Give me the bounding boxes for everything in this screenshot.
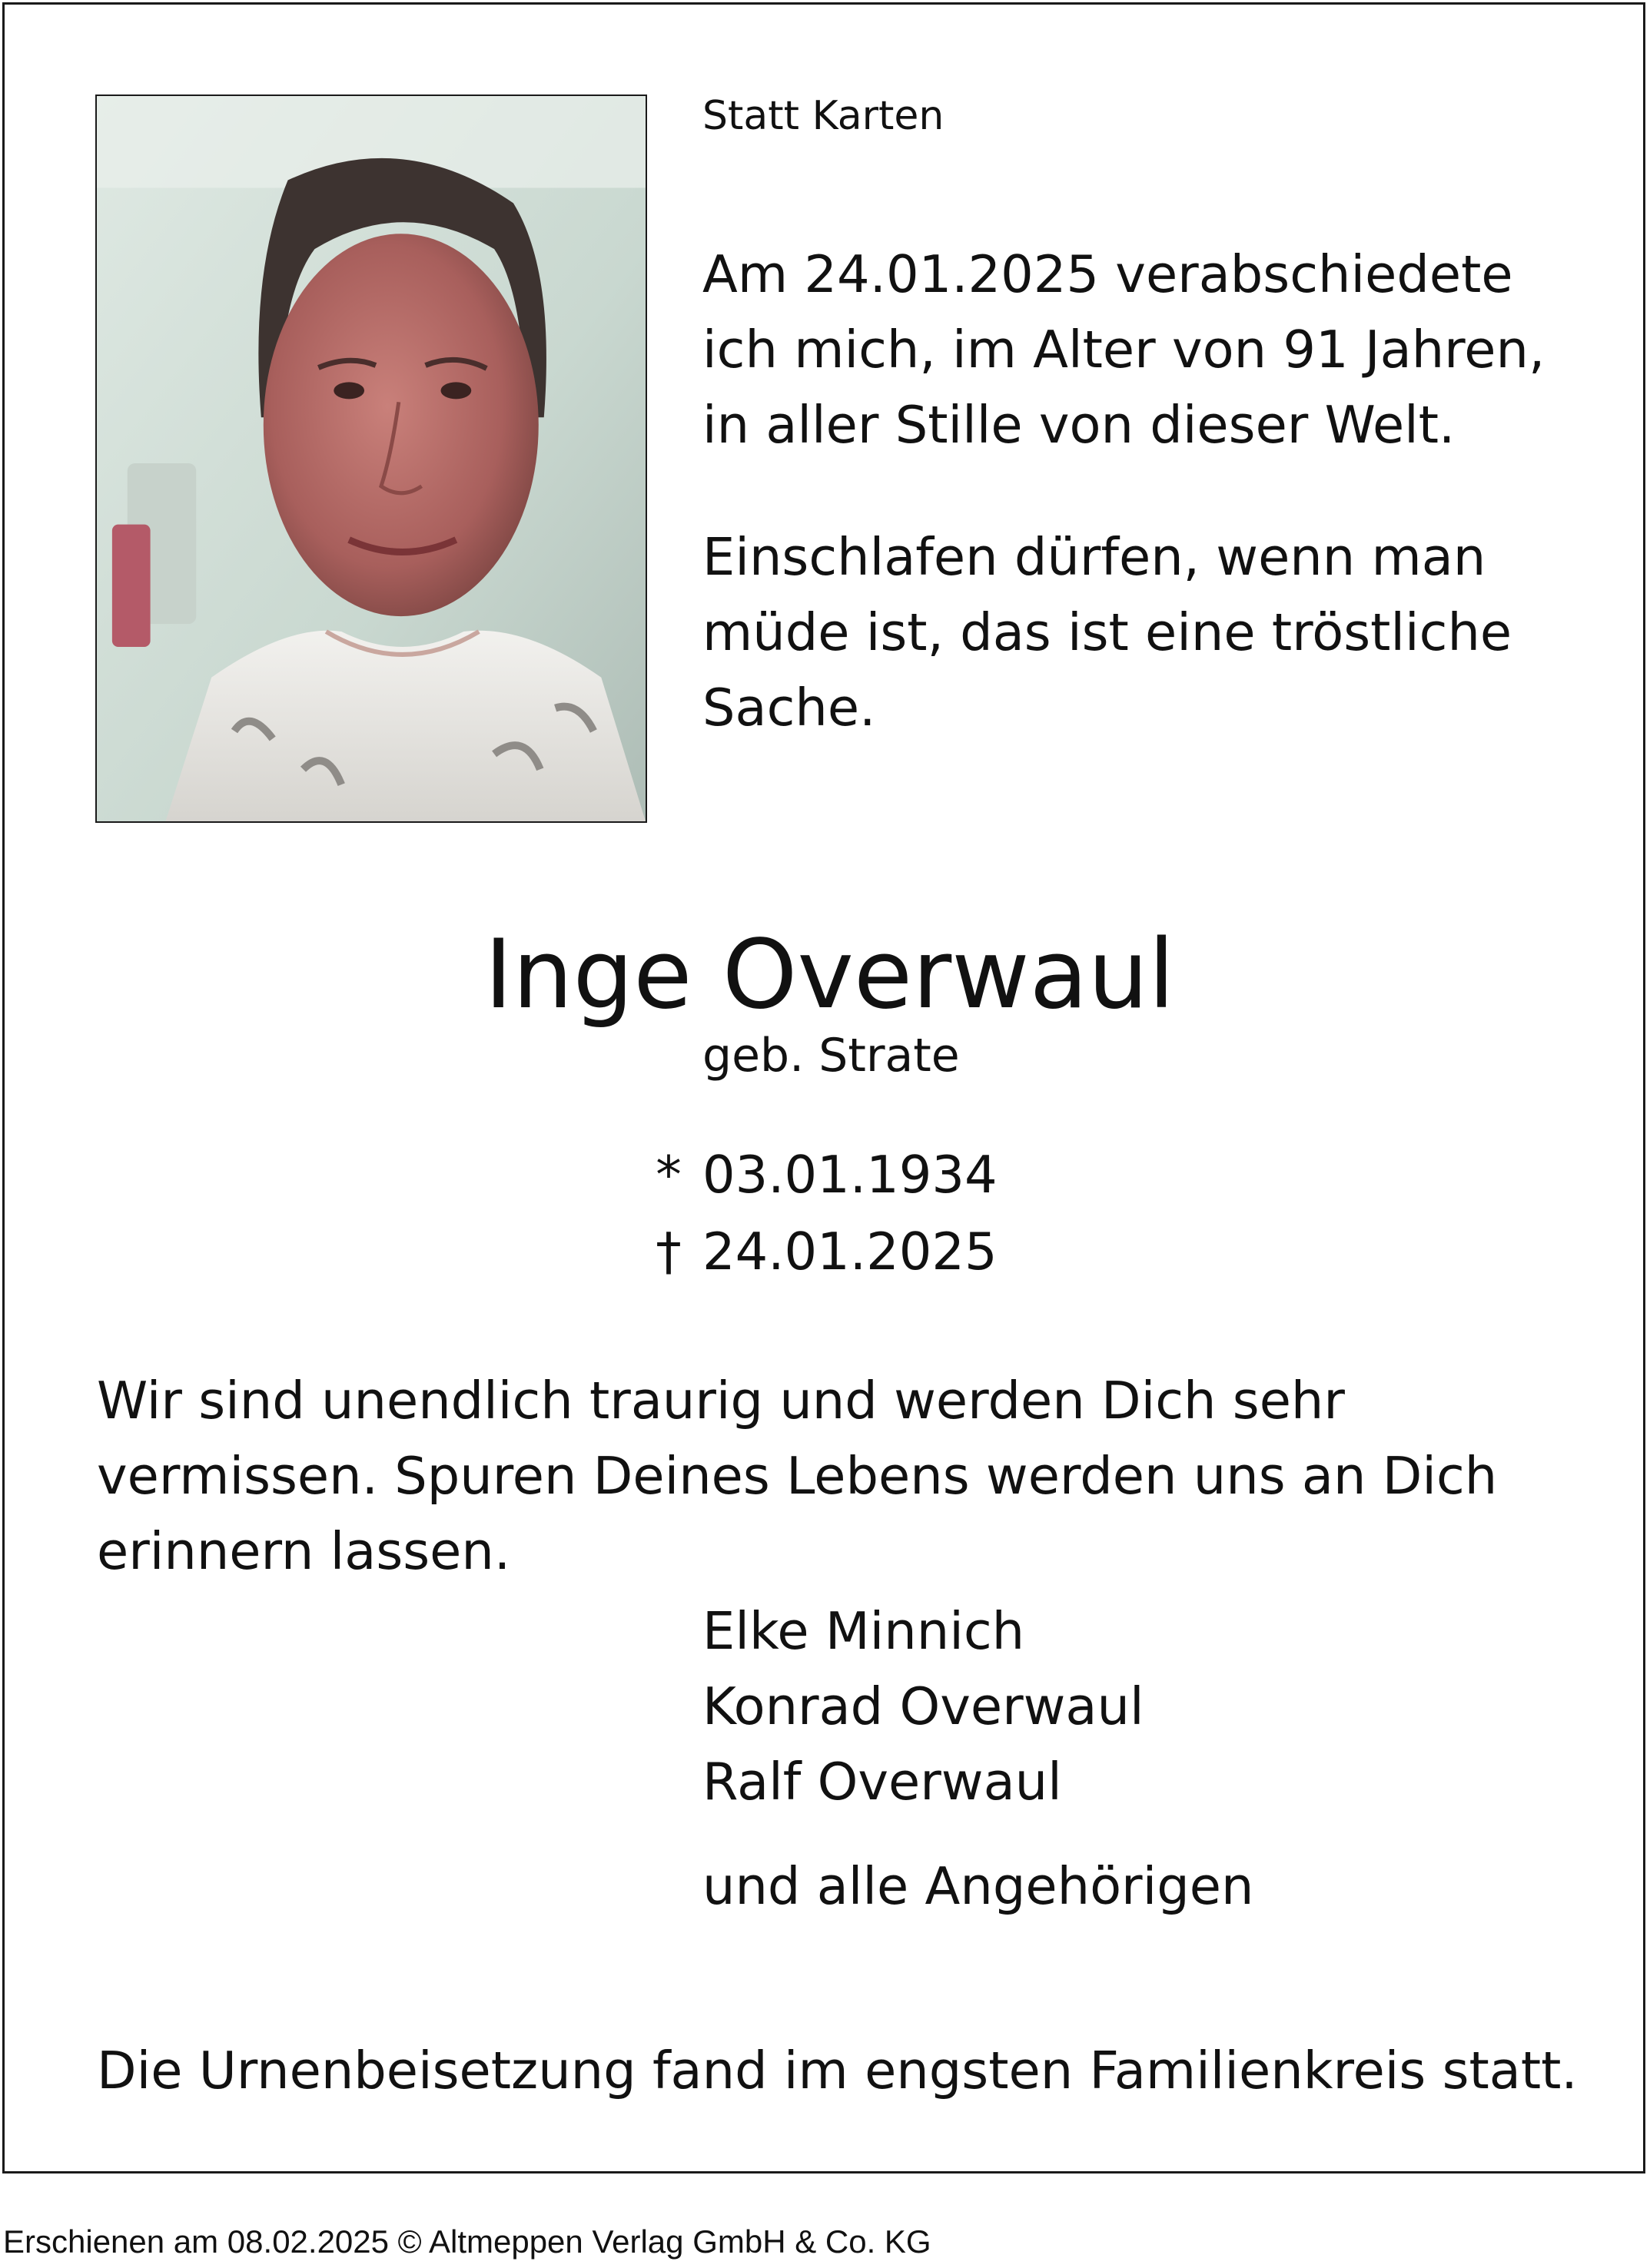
signer-name: Ralf Overwaul <box>702 1752 1062 1812</box>
quote-line: müde ist, das ist eine tröstliche <box>702 602 1512 662</box>
birth-date: 03.01.1934 <box>702 1145 998 1205</box>
quote-paragraph <box>702 519 1512 745</box>
mourning-paragraph <box>97 1363 1497 1589</box>
death-date: 24.01.2025 <box>702 1222 998 1282</box>
burial-note: Die Urnenbeisetzung fand im engsten Familienkreis statt. <box>97 2041 1578 2101</box>
birth-date-row <box>635 1140 998 1209</box>
signer-list <box>702 1593 1144 1819</box>
mourning-line: vermissen. Spuren Deines Lebens werden uns an Dich <box>97 1446 1498 1506</box>
birth-star-icon: * <box>656 1145 682 1205</box>
intro-paragraph <box>702 237 1545 463</box>
intro-line: in aller Stille von dieser Welt. <box>702 395 1456 455</box>
portrait-photo <box>95 94 647 823</box>
signer-name: Elke Minnich <box>702 1601 1025 1661</box>
mourning-line: erinnern lassen. <box>97 1521 511 1581</box>
relatives-line: und alle Angehörigen <box>702 1856 1254 1916</box>
quote-line: Sache. <box>702 678 876 738</box>
header-statt-karten: Statt Karten <box>702 93 945 139</box>
portrait-image <box>97 96 646 821</box>
deceased-name: Inge Overwaul <box>484 920 1175 1030</box>
birth-name: geb. Strate <box>702 1029 960 1083</box>
mourning-line: Wir sind unendlich traurig und werden Dich sehr <box>97 1371 1345 1431</box>
intro-line: ich mich, im Alter von 91 Jahren, <box>702 320 1545 380</box>
signer-name: Konrad Overwaul <box>702 1676 1144 1736</box>
death-cross-icon: † <box>656 1222 682 1282</box>
intro-line: Am 24.01.2025 verabschiedete <box>702 244 1513 304</box>
quote-line: Einschlafen dürfen, wenn man <box>702 527 1486 587</box>
publication-footer: Erschienen am 08.02.2025 © Altmeppen Verlag GmbH & Co. KG <box>3 2223 931 2260</box>
obituary-frame <box>2 2 1645 2174</box>
death-date-row <box>635 1217 998 1286</box>
